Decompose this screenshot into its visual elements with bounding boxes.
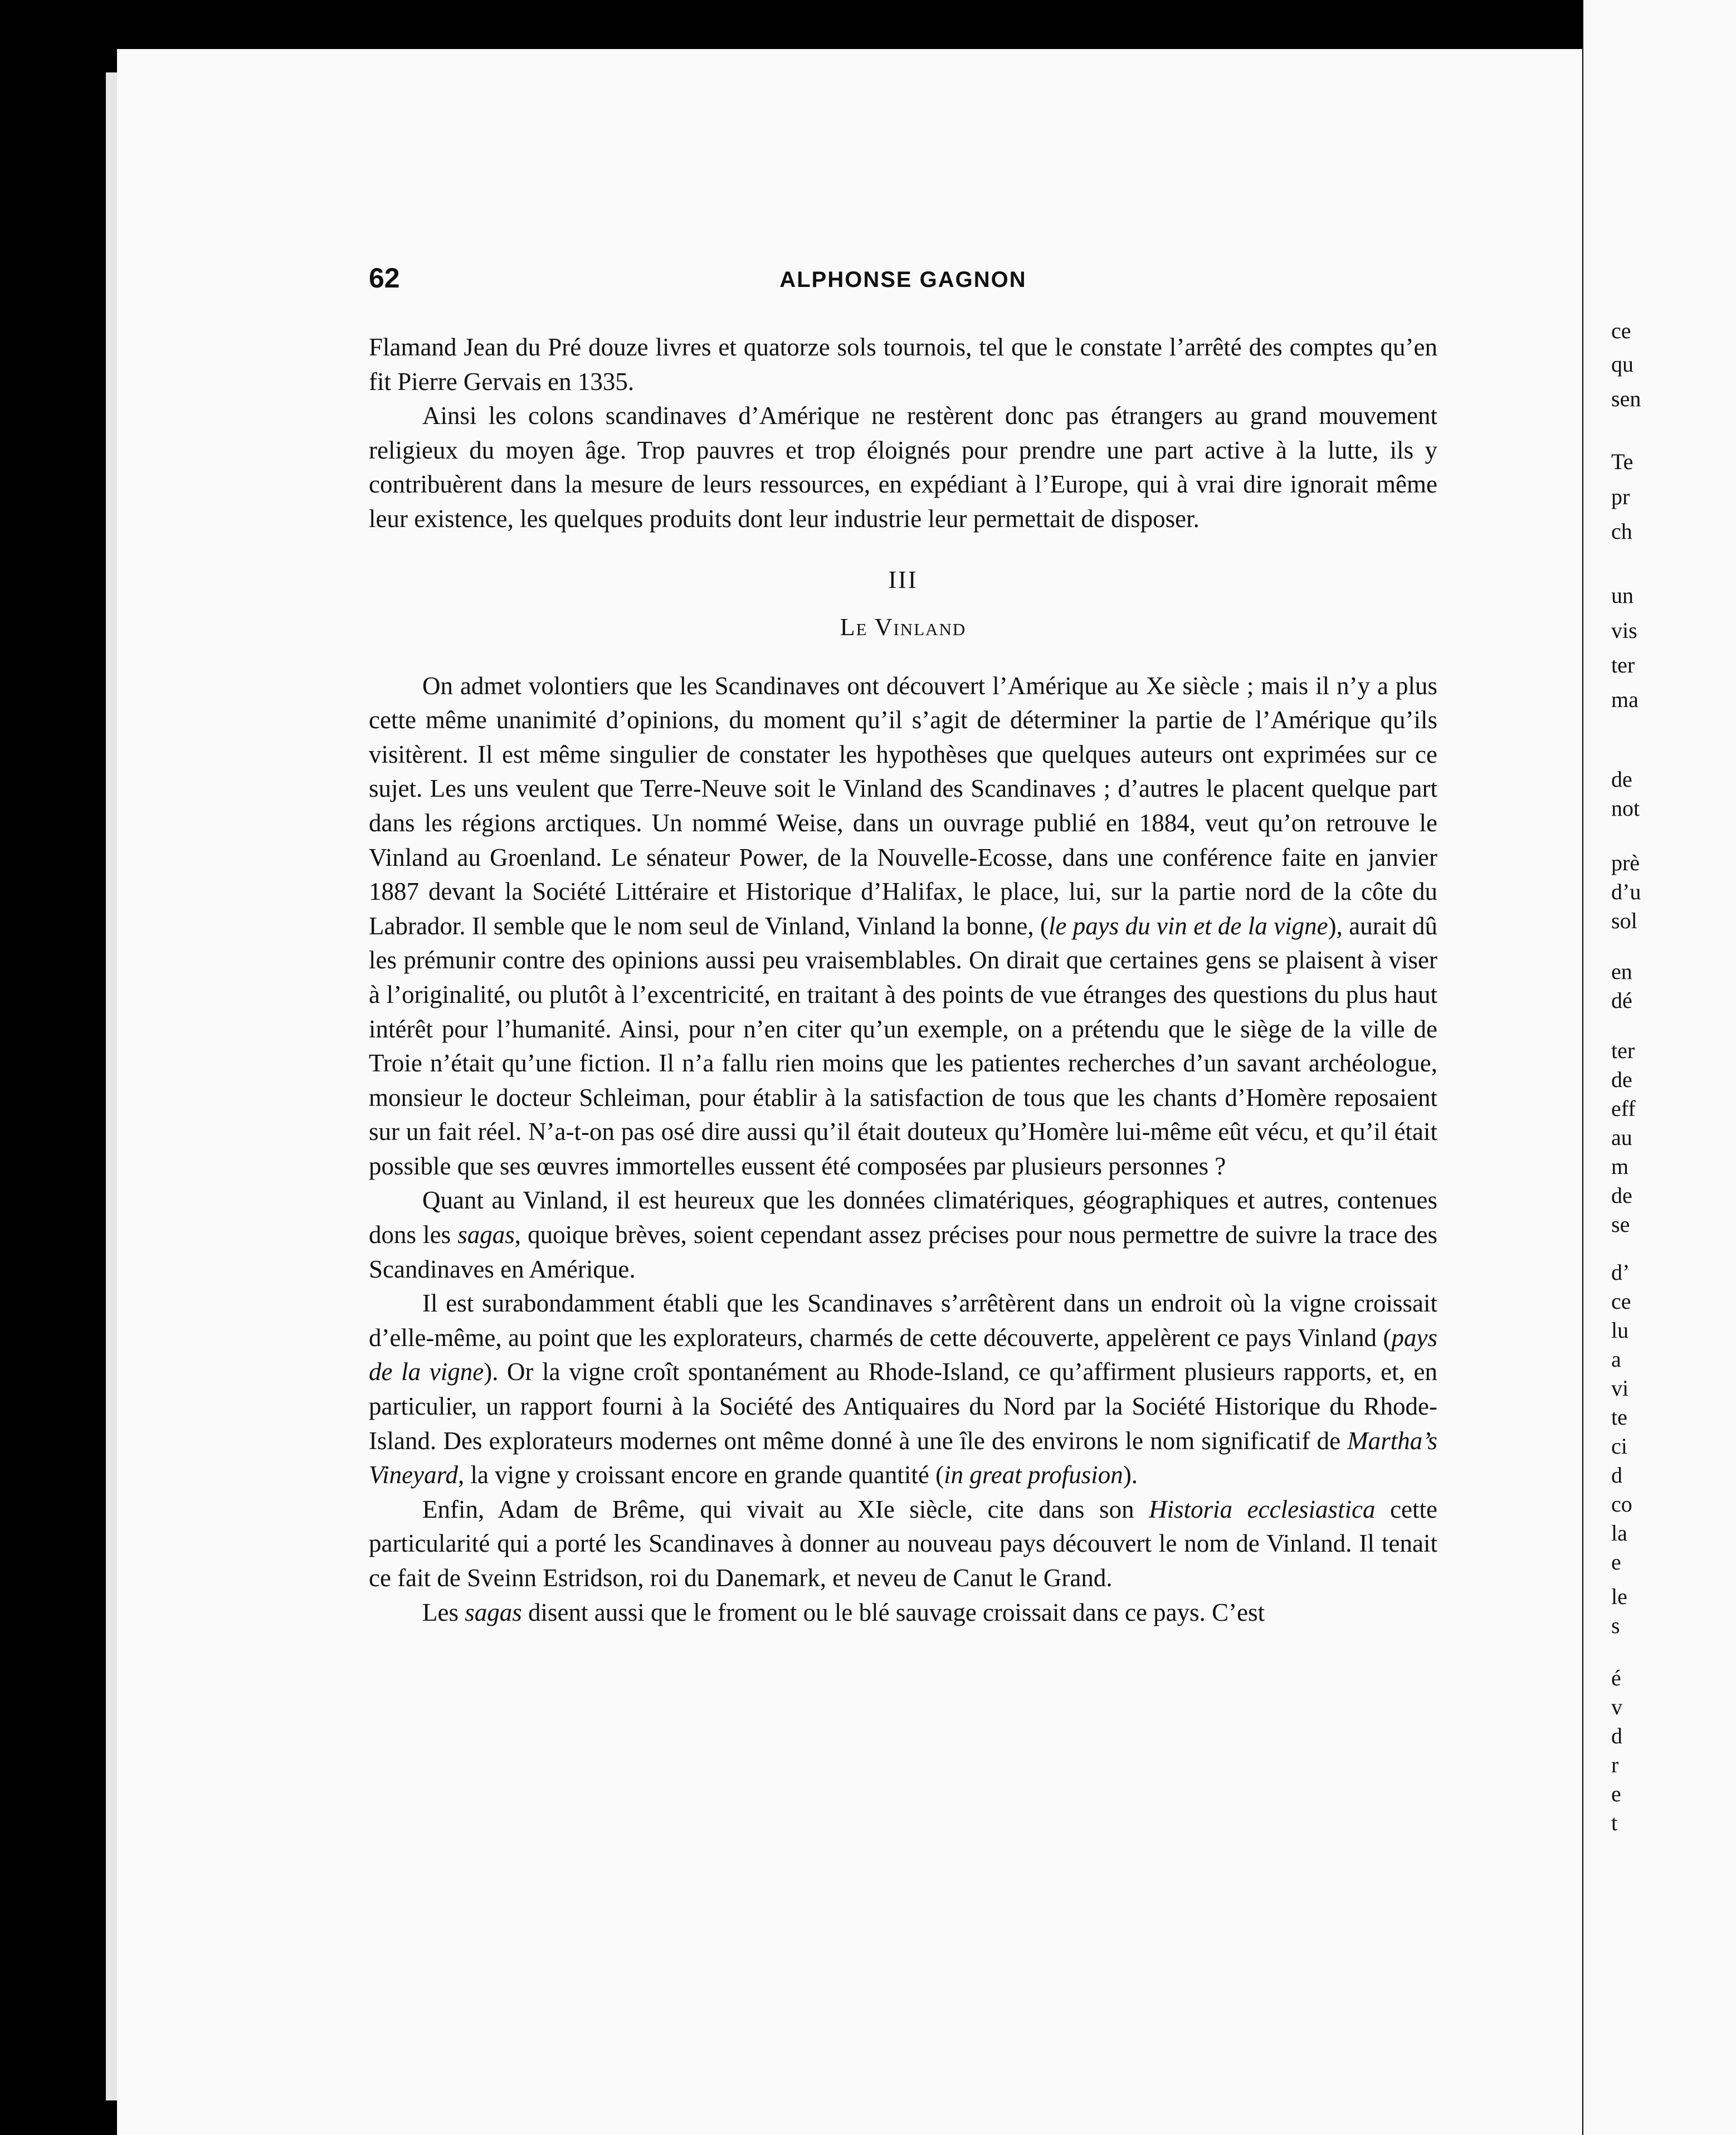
- adjacent-page-text-fragment: sol: [1611, 908, 1637, 933]
- adjacent-page-text-fragment: s: [1611, 1613, 1620, 1638]
- adjacent-page-text-fragment: vi: [1611, 1376, 1629, 1401]
- text-run: On admet volontiers que les Scandinaves ont découvert l’Amérique au Xe siècle ; mais il n’y a plus cette même unanimité d’opinions, du moment qu’il s’agit de déterminer la partie de l’Amérique qu’ils visitèrent. Il est même singulier de constater les hypothèses que quelques auteurs ont exprimées sur ce sujet. Les uns veulent que Terre-Neuve soit le Vinland des Scandinaves ; d’autres le placent quelque part dans les régions arctiques. Un nommé Weise, dans un ouvrage publié en 1884, veut qu’on retrouve le Vinland au Groenland. Le sénateur Power, de la Nouvelle-Ecosse, dans une conférence faite en janvier 1887 devant la Société Littéraire et Historique d’Halifax, le place, lui, sur la partie nord de la côte du Labrador. Il semble que le nom seul de Vinland, Vinland la bonne, (: [369, 671, 1437, 940]
- text-run: Enfin, Adam de Brême, qui vivait au XIe siècle, cite dans son: [422, 1495, 1149, 1523]
- adjacent-page-text-fragment: v: [1611, 1694, 1622, 1719]
- adjacent-page-text-fragment: d: [1611, 1463, 1622, 1488]
- adjacent-page-text-fragment: d’u: [1611, 879, 1641, 904]
- adjacent-page-text-fragment: en: [1611, 959, 1632, 984]
- paragraph: [369, 1286, 1437, 1493]
- page-header: [369, 262, 1437, 295]
- adjacent-page-text-fragment: de: [1611, 1183, 1632, 1208]
- adjacent-page-text-fragment: ce: [1611, 318, 1631, 343]
- adjacent-page-text-fragment: r: [1611, 1752, 1619, 1777]
- running-title: ALPHONSE GAGNON: [779, 267, 1027, 292]
- italic-text: Martha’s Vineyard: [369, 1426, 1437, 1489]
- adjacent-page-text-fragment: prè: [1611, 850, 1640, 875]
- adjacent-page-text-fragment: ce: [1611, 1289, 1631, 1314]
- adjacent-page-text-fragment: Te: [1611, 449, 1633, 474]
- adjacent-page-text-fragment: pr: [1611, 484, 1630, 509]
- paragraph: [369, 1183, 1437, 1286]
- adjacent-page-text-fragment: eff: [1611, 1096, 1636, 1121]
- adjacent-page-text-fragment: un: [1611, 583, 1633, 608]
- adjacent-page-text-fragment: sen: [1611, 386, 1641, 411]
- adjacent-page-text-fragment: co: [1611, 1491, 1632, 1517]
- page-body: [369, 330, 1437, 1630]
- adjacent-page-text-fragment: de: [1611, 767, 1632, 792]
- adjacent-page-text-fragment: e: [1611, 1549, 1621, 1575]
- paragraph: Flamand Jean du Pré douze livres et quatorze sols tournois, tel que le constate l’arrêté des comptes qu’en fit Pierre Gervais en 1335.: [369, 333, 1437, 396]
- section-number: III: [888, 566, 918, 593]
- adjacent-page-text-fragment: t: [1611, 1810, 1618, 1835]
- adjacent-page-text-fragment: ci: [1611, 1434, 1627, 1459]
- adjacent-page-text-fragment: é: [1611, 1665, 1621, 1690]
- adjacent-page-text-fragment: ter: [1611, 1038, 1635, 1063]
- italic-text: sagas: [457, 1221, 515, 1249]
- adjacent-page-text-fragment: m: [1611, 1154, 1629, 1179]
- italic-text: in great profusion: [944, 1461, 1123, 1489]
- italic-text: pays de la vigne: [369, 1323, 1437, 1386]
- adjacent-page-text-fragment: ter: [1611, 652, 1635, 677]
- text-run: disent aussi que le froment ou le blé sauvage croissait dans ce pays. C’est: [521, 1598, 1265, 1626]
- adjacent-page-text-fragment: la: [1611, 1520, 1627, 1546]
- paragraph: Ainsi les colons scandinaves d’Amérique ne restèrent donc pas étrangers au grand mouvement religieux du moyen âge. Trop pauvres et trop éloignés pour prendre une part active à la lutte, ils y contribuèrent dans la mesure de leurs ressources, en expédiant à l’Europe, qui à vrai dire ignorait même leur existence, les quelques produits dont leur industrie leur permettait de disposer.: [369, 402, 1437, 533]
- paragraph: [369, 669, 1437, 1184]
- adjacent-page-text-fragment: se: [1611, 1212, 1630, 1237]
- paragraph: [369, 1493, 1437, 1596]
- italic-text: sagas: [465, 1598, 522, 1626]
- adjacent-page-text-fragment: vis: [1611, 618, 1637, 643]
- italic-text: Historia ecclesiastica: [1149, 1495, 1376, 1523]
- paragraph: [369, 1596, 1437, 1630]
- italic-text: le pays du vin et de la vigne: [1048, 911, 1328, 940]
- adjacent-page-text-fragment: te: [1611, 1405, 1627, 1430]
- adjacent-page-text-fragment: le: [1611, 1584, 1627, 1609]
- adjacent-page-text-fragment: d: [1611, 1723, 1622, 1748]
- adjacent-page-text-fragment: a: [1611, 1347, 1621, 1372]
- adjacent-page: [1583, 0, 1736, 2135]
- adjacent-page-text-fragment: not: [1611, 796, 1640, 821]
- text-run: ). Or la vigne croît spontanément au Rhode-Island, ce qu’affirment plusieurs rapports, et, en particulier, un rapport fourni à la Société des Antiquaires du Nord par la Société Historique du Rhode-Island. Des explorateurs modernes ont même donné à une île des environs le nom significatif de: [369, 1358, 1437, 1455]
- adjacent-page-text-fragment: dé: [1611, 988, 1632, 1013]
- adjacent-page-text-fragment: ma: [1611, 687, 1639, 712]
- adjacent-page-text-fragment: qu: [1611, 352, 1633, 377]
- section-title: Le Vinland: [840, 613, 967, 641]
- adjacent-page-text-fragment: lu: [1611, 1318, 1629, 1343]
- text-run: ), aurait dû les prémunir contre des opinions aussi peu vraisemblables. On dirait que certaines gens se plaisent à viser à l’originalité, ou plutôt à l’excentricité, en traitant à des points de vue étranges des questions du plus haut intérêt pour l’humanité. Ainsi, pour n’en citer qu’un exemple, on a prétendu que le siège de la ville de Troie n’était qu’une fiction. Il n’a fallu rien moins que les patientes recherches d’un savant archéologue, monsieur le docteur Schleiman, pour établir à la satisfaction de tous que les chants d’Homère reposaient sur un fait réel. N’a-t-on pas osé dire aussi qu’il était douteux qu’Homère lui-même eût vécu, et qu’il était possible que ses œuvres immortelles eussent été composées par plusieurs personnes ?: [369, 911, 1438, 1180]
- adjacent-page-text-fragment: de: [1611, 1067, 1632, 1092]
- text-run: , la vigne y croissant encore en grande quantité (: [457, 1461, 944, 1489]
- text-run: Les: [422, 1598, 465, 1626]
- page-number: 62: [369, 262, 400, 294]
- adjacent-page-text-fragment: e: [1611, 1781, 1621, 1806]
- adjacent-page-text-fragment: au: [1611, 1125, 1632, 1150]
- text-run: , quoique brèves, soient cependant assez précises pour nous permettre de suivre la trace des Scandinaves en Amérique.: [369, 1221, 1438, 1283]
- text-run: cette particularité qui a porté les Scandinaves à donner au nouveau pays découvert le nom de Vinland. Il tenait ce fait de Sveinn Estridson, roi du Danemark, et neveu de Canut le Grand.: [369, 1495, 1438, 1592]
- text-run: Il est surabondamment établi que les Scandinaves s’arrêtèrent dans un endroit où la vigne croissait d’elle-même, au point que les explorateurs, charmés de cette découverte, appelèrent ce pays Vinland (: [369, 1289, 1437, 1352]
- adjacent-page-text-fragment: d’: [1611, 1260, 1630, 1285]
- text-run: ).: [1123, 1461, 1138, 1489]
- adjacent-page-text-fragment: ch: [1611, 519, 1632, 544]
- text-run: Quant au Vinland, il est heureux que les données climatériques, géographiques et autres, contenues dons les: [369, 1186, 1437, 1249]
